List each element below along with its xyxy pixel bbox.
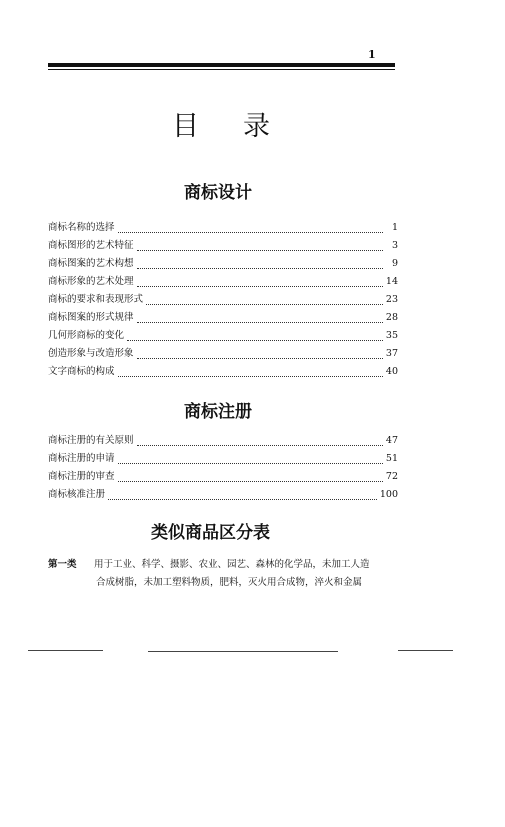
toc-entry-label: 商标图形的艺术特征 (48, 240, 134, 251)
toc-entry-label: 商标图案的艺术构想 (48, 258, 134, 269)
toc-entry-label: 商标名称的选择 (48, 222, 115, 233)
section-heading-similar-goods-table: 类似商品区分表 (151, 523, 270, 543)
toc-entry-label: 商标注册的有关原则 (48, 435, 134, 446)
toc-entry-label: 商标形象的艺术处理 (48, 276, 134, 287)
toc-leader-dots (118, 224, 383, 233)
section-heading-trademark-design: 商标设计 (184, 183, 252, 203)
toc-list-trademark-design (48, 219, 398, 381)
scan-divider-left (28, 650, 103, 651)
header-rule-thick (48, 63, 395, 67)
toc-entry-page-number: 3 (391, 240, 398, 251)
toc-leader-dots (137, 242, 383, 251)
toc-entry (48, 237, 398, 255)
toc-entry-label: 商标注册的申请 (48, 453, 115, 464)
scan-divider-right (398, 650, 453, 651)
toc-entry-page-number: 1 (391, 222, 398, 233)
toc-leader-dots (146, 296, 383, 305)
toc-entry-page-number: 40 (385, 366, 398, 377)
page-number: 1 (368, 48, 376, 61)
toc-entry (48, 309, 398, 327)
toc-list-trademark-registration (48, 432, 398, 504)
toc-leader-dots (108, 491, 377, 500)
toc-entry (48, 327, 398, 345)
toc-leader-dots (118, 455, 383, 464)
toc-leader-dots (118, 473, 383, 482)
toc-entry (48, 273, 398, 291)
toc-entry (48, 432, 398, 450)
page-title: 目录 (172, 111, 314, 142)
toc-entry-page-number: 37 (385, 348, 398, 359)
toc-entry (48, 450, 398, 468)
toc-leader-dots (118, 368, 383, 377)
toc-entry (48, 219, 398, 237)
toc-leader-dots (137, 278, 383, 287)
scan-divider-middle (148, 651, 338, 652)
toc-leader-dots (127, 332, 383, 341)
class-entry-line: 用于工业、科学、摄影、农业、园艺、森林的化学品，未加工人造 (94, 559, 370, 570)
toc-leader-dots (137, 437, 383, 446)
toc-entry (48, 345, 398, 363)
toc-entry-label: 几何形商标的变化 (48, 330, 125, 341)
class-entry-label: 第一类 (48, 559, 77, 570)
header-rule-thin (48, 69, 395, 70)
toc-entry-page-number: 47 (385, 435, 398, 446)
toc-leader-dots (137, 350, 383, 359)
toc-leader-dots (137, 260, 383, 269)
class-entry-line: 合成树脂，未加工塑料物质，肥料，灭火用合成物，淬火和金属 (96, 577, 363, 588)
toc-entry-page-number: 28 (385, 312, 398, 323)
toc-entry (48, 363, 398, 381)
toc-entry (48, 468, 398, 486)
section-heading-trademark-registration: 商标注册 (184, 402, 252, 422)
toc-entry-page-number: 51 (385, 453, 398, 464)
toc-entry-label: 创造形象与改造形象 (48, 348, 134, 359)
toc-entry (48, 291, 398, 309)
toc-entry-label: 商标注册的审查 (48, 471, 115, 482)
toc-entry-label: 商标的要求和表现形式 (48, 294, 144, 305)
class-entry-text (94, 556, 398, 592)
toc-entry-page-number: 14 (385, 276, 398, 287)
toc-entry-page-number: 100 (379, 489, 398, 500)
toc-entry (48, 486, 398, 504)
toc-entry-label: 文字商标的构成 (48, 366, 115, 377)
toc-entry-page-number: 23 (385, 294, 398, 305)
toc-entry-page-number: 72 (385, 471, 398, 482)
toc-entry (48, 255, 398, 273)
toc-entry-label: 商标图案的形式规律 (48, 312, 134, 323)
toc-entry-page-number: 9 (391, 258, 398, 269)
toc-leader-dots (137, 314, 383, 323)
toc-entry-page-number: 35 (385, 330, 398, 341)
toc-entry-label: 商标核准注册 (48, 489, 106, 500)
